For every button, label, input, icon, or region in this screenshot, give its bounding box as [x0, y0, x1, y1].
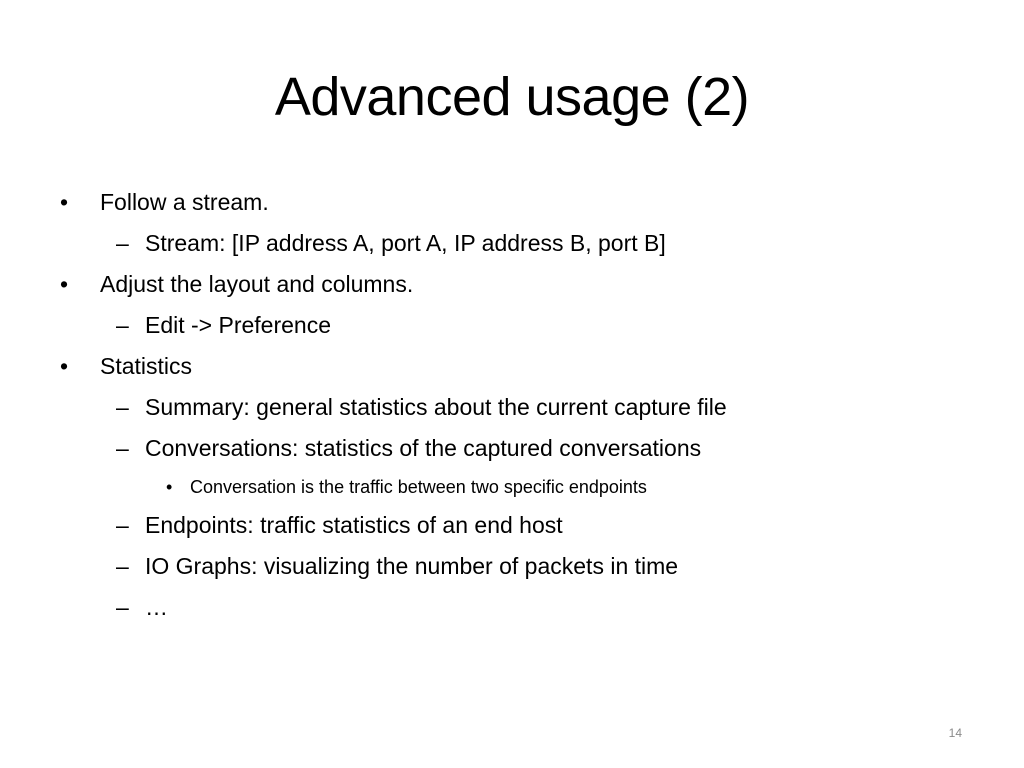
dash-marker: – — [116, 312, 129, 338]
list-item-text: IO Graphs: visualizing the number of packets in time — [145, 553, 679, 579]
list-item-text: Statistics — [100, 353, 193, 379]
list-item-text: Adjust the layout and columns. — [100, 271, 414, 297]
bullet-marker: • — [60, 353, 69, 379]
list-item-text: Summary: general statistics about the current capture file — [145, 394, 727, 420]
list-item-text: Stream: [IP address A, port A, IP address B, port B] — [145, 230, 666, 256]
list-item-text: Follow a stream. — [100, 189, 269, 215]
list-item — [0, 264, 1024, 305]
bullet-list — [0, 182, 1024, 628]
dash-marker: – — [116, 553, 129, 579]
list-item-text: Conversations: statistics of the captured conversations — [145, 435, 702, 461]
list-item-text: Edit -> Preference — [145, 312, 332, 338]
list-item — [0, 387, 1024, 428]
dash-marker: – — [116, 512, 129, 538]
list-item — [0, 428, 1024, 469]
dash-marker: – — [116, 594, 129, 620]
bullet-marker: • — [166, 477, 173, 497]
list-item — [0, 587, 1024, 628]
list-item — [0, 505, 1024, 546]
list-item — [0, 469, 1024, 505]
list-item — [0, 346, 1024, 387]
bullet-marker: • — [60, 271, 69, 297]
slide-title: Advanced usage (2) — [274, 67, 750, 127]
list-item — [0, 182, 1024, 223]
dash-marker: – — [116, 394, 129, 420]
list-item-text: … — [145, 594, 168, 620]
list-item — [0, 546, 1024, 587]
list-item — [0, 223, 1024, 264]
bullet-marker: • — [60, 189, 69, 215]
page-number: 14 — [948, 726, 962, 740]
dash-marker: – — [116, 435, 129, 461]
dash-marker: – — [116, 230, 129, 256]
list-item-text: Endpoints: traffic statistics of an end host — [145, 512, 563, 538]
list-item — [0, 305, 1024, 346]
list-item-text: Conversation is the traffic between two specific endpoints — [190, 477, 647, 497]
